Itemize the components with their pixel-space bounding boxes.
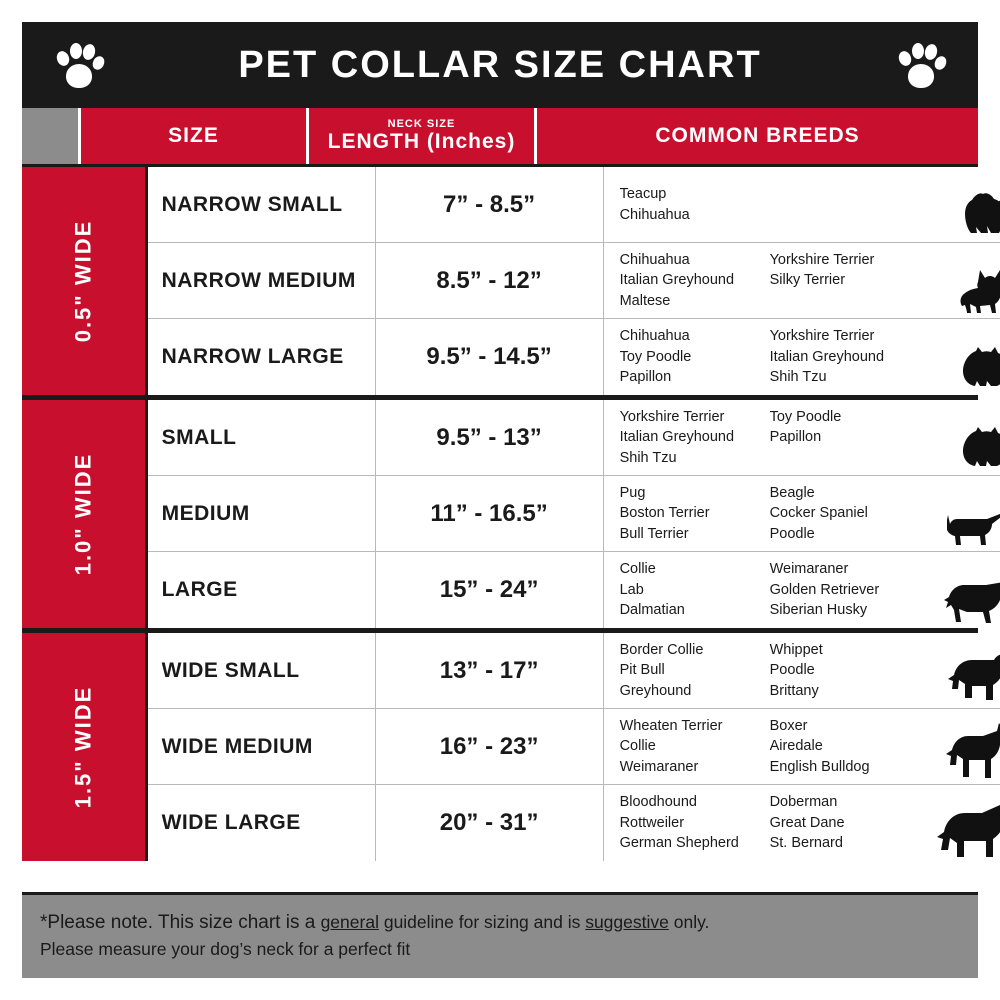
breed-name: Italian Greyhound xyxy=(769,348,885,365)
breed-name: Bull Terrier xyxy=(619,525,689,542)
breed-name: Weimaraner xyxy=(619,758,699,775)
cell-size: WIDE SMALL xyxy=(148,633,376,708)
column-header-breeds: COMMON BREEDS xyxy=(534,108,978,164)
group-rows xyxy=(148,633,1000,861)
table-row xyxy=(148,476,1000,552)
breed-name: Chihuahua xyxy=(619,251,690,268)
breed-column-1 xyxy=(620,326,770,388)
table-row xyxy=(148,785,1000,861)
breed-column-2 xyxy=(770,250,930,312)
breed-name: Golden Retriever xyxy=(769,581,880,598)
footer-line-1-post: only. xyxy=(668,912,710,933)
column-header-length-main: LENGTH (Inches) xyxy=(327,129,516,153)
breed-name: Shih Tzu xyxy=(619,449,677,466)
cell-neck-length: 16” - 23” xyxy=(376,709,604,784)
breed-name: Papillon xyxy=(769,429,822,446)
group-width-label-text: 0.5" WIDE xyxy=(70,219,96,343)
width-group xyxy=(22,395,978,628)
breed-name: Airedale xyxy=(769,738,823,755)
cell-neck-length: 13” - 17” xyxy=(376,633,604,708)
cell-neck-length: 8.5” - 12” xyxy=(376,243,604,318)
footer-line-1 xyxy=(40,909,960,937)
group-width-label xyxy=(22,400,148,628)
breed-name: Collie xyxy=(619,561,656,578)
breed-name: Great Dane xyxy=(769,814,845,831)
paw-icon xyxy=(894,38,948,92)
breed-name: Whippet xyxy=(769,641,823,658)
cell-size: NARROW SMALL xyxy=(148,167,376,242)
bulldog-silhouette-icon xyxy=(930,637,1000,704)
cell-neck-length: 7” - 8.5” xyxy=(376,167,604,242)
table-row xyxy=(148,552,1000,628)
breed-column-2 xyxy=(770,640,930,702)
table-row xyxy=(148,167,1000,243)
retriever-silhouette-icon xyxy=(930,556,1000,624)
breed-name: Bloodhound xyxy=(619,794,697,811)
breed-name: Greyhound xyxy=(619,682,692,699)
breed-name: Toy Poodle xyxy=(619,348,692,365)
breed-columns xyxy=(620,640,930,702)
group-rows xyxy=(148,167,1000,395)
breed-name: St. Bernard xyxy=(769,835,843,852)
breed-name: Dalmatian xyxy=(619,602,685,619)
chart-frame xyxy=(22,22,978,978)
breed-name: Italian Greyhound xyxy=(619,429,735,446)
breed-name: Yorkshire Terrier xyxy=(769,251,875,268)
cell-common-breeds xyxy=(604,476,1000,551)
footer-underline-general: general xyxy=(320,912,379,933)
footer-line-2: Please measure your dog’s neck for a perfect fit xyxy=(40,938,411,959)
cell-common-breeds xyxy=(604,319,1000,395)
breed-column-2 xyxy=(770,407,930,469)
breed-columns xyxy=(620,483,930,545)
pomeranian-silhouette-icon xyxy=(930,404,1000,471)
breed-name: Cocker Spaniel xyxy=(769,505,868,522)
cell-size: MEDIUM xyxy=(148,476,376,551)
column-header-size: SIZE xyxy=(78,108,306,164)
chart-header xyxy=(22,22,978,108)
breed-name: Chihuahua xyxy=(619,328,690,345)
cell-common-breeds xyxy=(604,243,1000,318)
breed-name: Silky Terrier xyxy=(769,272,846,289)
cell-common-breeds xyxy=(604,709,1000,784)
breed-name: Weimaraner xyxy=(769,561,849,578)
breed-name: Italian Greyhound xyxy=(619,272,735,289)
group-rows xyxy=(148,400,1000,628)
breed-columns xyxy=(620,326,930,388)
breed-name: Lab xyxy=(619,581,644,598)
breed-name: German Shepherd xyxy=(619,835,739,852)
breed-name: Wheaten Terrier xyxy=(619,717,723,734)
breed-name: Poodle xyxy=(769,662,815,679)
breed-column-2 xyxy=(770,326,930,388)
cell-size: SMALL xyxy=(148,400,376,475)
breed-name: Beagle xyxy=(769,484,815,501)
yorkie-silhouette-icon xyxy=(930,171,1000,238)
table-body xyxy=(22,164,978,892)
cell-common-breeds xyxy=(604,167,1000,242)
footer-note xyxy=(22,892,978,978)
breed-columns xyxy=(620,716,930,778)
beagle-silhouette-icon xyxy=(930,480,1000,547)
pomeranian-silhouette-icon xyxy=(930,323,1000,391)
cell-size: WIDE LARGE xyxy=(148,785,376,861)
column-header-width-spacer xyxy=(22,108,78,164)
group-width-label xyxy=(22,633,148,861)
breed-column-1 xyxy=(620,792,770,854)
group-width-label-text: 1.0" WIDE xyxy=(70,452,96,576)
group-width-label-text: 1.5" WIDE xyxy=(70,685,96,809)
chihuahua-silhouette-icon xyxy=(930,247,1000,314)
column-header-length-sub: NECK SIZE xyxy=(387,118,456,131)
breed-columns xyxy=(620,407,930,469)
cell-common-breeds xyxy=(604,552,1000,628)
footer-line-1-mid: guideline for sizing and is xyxy=(378,912,586,933)
breed-column-1 xyxy=(620,250,770,312)
breed-name: Boxer xyxy=(769,717,808,734)
breed-name: Toy Poodle xyxy=(769,408,842,425)
width-group xyxy=(22,628,978,861)
cell-neck-length: 9.5” - 13” xyxy=(376,400,604,475)
table-column-headers xyxy=(22,108,978,164)
breed-column-1 xyxy=(620,407,770,469)
table-row xyxy=(148,709,1000,785)
doberman-silhouette-icon xyxy=(930,789,1000,857)
asterisk-icon: *Please note. This size chart is a xyxy=(40,912,321,934)
breed-name: Papillon xyxy=(619,369,672,386)
cell-size: WIDE MEDIUM xyxy=(148,709,376,784)
cell-neck-length: 9.5” - 14.5” xyxy=(376,319,604,395)
paw-icon xyxy=(52,38,106,92)
width-group xyxy=(22,164,978,395)
breed-name: Siberian Husky xyxy=(769,602,868,619)
cell-neck-length: 15” - 24” xyxy=(376,552,604,628)
breed-column-2 xyxy=(770,483,930,545)
breed-column-2 xyxy=(770,184,930,225)
page-title: PET COLLAR SIZE CHART xyxy=(238,43,762,86)
table-row xyxy=(148,243,1000,319)
breed-name: Shih Tzu xyxy=(769,369,827,386)
breed-column-1 xyxy=(620,716,770,778)
table-row xyxy=(148,319,1000,395)
breed-name: Pit Bull xyxy=(619,662,665,679)
breed-columns xyxy=(620,792,930,854)
breed-columns xyxy=(620,184,930,225)
column-header-length xyxy=(306,108,534,164)
breed-name: Chihuahua xyxy=(619,206,690,223)
breed-name: Maltese xyxy=(619,292,671,309)
breed-column-1 xyxy=(620,640,770,702)
breed-name: Yorkshire Terrier xyxy=(769,328,875,345)
breed-name: Poodle xyxy=(769,525,815,542)
cell-common-breeds xyxy=(604,785,1000,861)
breed-name: Pug xyxy=(619,484,646,501)
breed-column-2 xyxy=(770,716,930,778)
boxer-silhouette-icon xyxy=(930,713,1000,780)
group-width-label xyxy=(22,167,148,395)
breed-column-1 xyxy=(620,559,770,621)
footer-underline-suggestive: suggestive xyxy=(585,912,669,933)
breed-column-1 xyxy=(620,483,770,545)
breed-columns xyxy=(620,250,930,312)
breed-name: Border Collie xyxy=(619,641,704,658)
breed-columns xyxy=(620,559,930,621)
breed-name: Yorkshire Terrier xyxy=(619,408,725,425)
cell-common-breeds xyxy=(604,400,1000,475)
cell-size: LARGE xyxy=(148,552,376,628)
cell-size: NARROW MEDIUM xyxy=(148,243,376,318)
breed-name: Boston Terrier xyxy=(619,505,710,522)
breed-name: English Bulldog xyxy=(769,758,870,775)
cell-common-breeds xyxy=(604,633,1000,708)
breed-column-2 xyxy=(770,792,930,854)
table-row xyxy=(148,633,1000,709)
breed-name: Teacup xyxy=(619,185,667,202)
breed-name: Brittany xyxy=(769,682,819,699)
breed-name: Collie xyxy=(619,738,656,755)
breed-name: Rottweiler xyxy=(619,814,685,831)
table-row xyxy=(148,400,1000,476)
breed-column-2 xyxy=(770,559,930,621)
breed-name: Doberman xyxy=(769,794,838,811)
cell-neck-length: 11” - 16.5” xyxy=(376,476,604,551)
cell-size: NARROW LARGE xyxy=(148,319,376,395)
cell-neck-length: 20” - 31” xyxy=(376,785,604,861)
breed-column-1 xyxy=(620,184,770,225)
